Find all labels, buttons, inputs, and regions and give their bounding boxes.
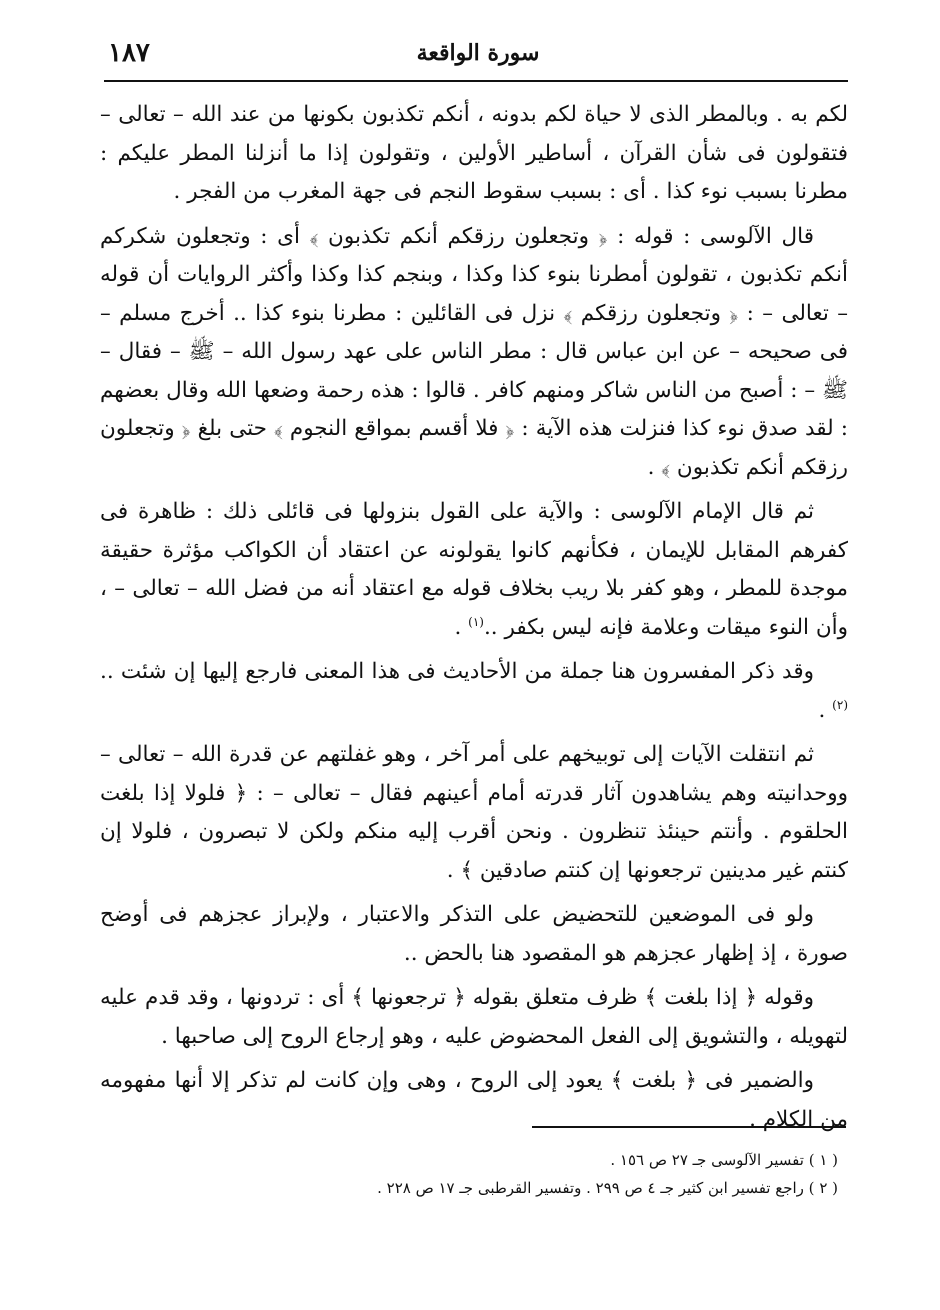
paragraph-tail: . [818, 697, 833, 723]
surah-title: سورة الواقعة [416, 40, 540, 66]
paragraph [100, 96, 848, 212]
page-header [108, 32, 848, 76]
paragraph-text: لكم به . وبالمطر الذى لا حياة لكم بدونه ، أنكم تكذبون بكونها من عند الله – تعالى – فتقولون فى شأن القرآن ، أساطير الأولين ، وتقولون إذا ما أنزلنا المطر عليكم : مطرنا بسبب نوء كذا . أى : بسبب سقوط النجم فى جهة المغرب من الفجر . [100, 102, 848, 204]
paragraph-text: ثم قال الإمام الآلوسى : والآية على القول بنزولها فى قائلى ذلك : ظاهرة فى كفرهم المقابل للإيمان ، فكأنهم كانوا يقولونه عن اعتقاد أن الكواكب مؤثرة حقيقة موجدة للمطر ، وهو كفر بلا ريب بخلاف قوله مع اعتقاد أنه من فضل الله – تعالى – ، وأن النوء ميقات وعلامة فإنه ليس بكفر .. [100, 499, 848, 640]
paragraph-text: وقد ذكر المفسرون هنا جملة من الأحاديث فى هذا المعنى فارجع إليها إن شئت .. [100, 659, 814, 684]
footnotes [100, 1146, 838, 1202]
footnote: ( ٢ ) راجع تفسير ابن كثير جـ ٤ ص ٢٩٩ . وتفسير القرطبى جـ ١٧ ص ٢٢٨ . [377, 1179, 838, 1197]
footnote-marker: (١) [468, 614, 484, 629]
paragraph-text: قال الآلوسى : قوله : ﴿ وتجعلون رزقكم أنكم تكذبون ﴾ أى : وتجعلون شكركم أنكم تكذبون ، تقولون أمطرنا بنوء كذا وكذا ، وبنجم كذا وكذا وأكثر الروايات أن قوله – تعالى – : ﴿ وتجعلون رزقكم ﴾ نزل فى القائلين : مطرنا بنوء كذا .. أخرج مسلم – فى صحيحه – عن ابن عباس قال : مطر الناس على عهد رسول الله – ﷺ – فقال – ﷺ – : أصبح من الناس شاكر ومنهم كافر . قالوا : هذه رحمة وضعها الله وقال بعضهم : لقد صدق نوء كذا فنزلت هذه الآية : ﴿ فلا أقسم بمواقع النجوم ﴾ حتى بلغ ﴿ وتجعلون رزقكم أنكم تكذبون ﴾ . [100, 223, 848, 480]
paragraph-text: والضمير فى ﴿ بلغت ﴾ يعود إلى الروح ، وهى وإن كانت لم تذكر إلا أنها مفهومه من الكلام . [100, 1068, 848, 1132]
main-text [100, 96, 848, 1145]
footnote-marker: (٢) [832, 697, 848, 712]
footnote: ( ١ ) تفسير الآلوسى جـ ٢٧ ص ١٥٦ . [610, 1151, 838, 1169]
paragraph-text: وقوله ﴿ إذا بلغت ﴾ ظرف متعلق بقوله ﴿ ترجعونها ﴾ أى : تردونها ، وقد قدم عليه لتهويله ، والتشويق إلى الفعل المحضوض عليه ، وهو إرجاع الروح إلى صاحبها . [100, 985, 848, 1049]
paragraph [100, 736, 848, 890]
paragraph [100, 979, 848, 1056]
paragraph-text: ولو فى الموضعين للتحضيض على التذكر والاعتبار ، ولإبراز عجزهم فى أوضح صورة ، إذ إظهار عجزهم هو المقصود هنا بالحض .. [100, 902, 848, 966]
footnote-divider [532, 1126, 846, 1128]
header-divider [104, 80, 848, 82]
paragraph-text: ثم انتقلت الآيات إلى توبيخهم على أمر آخر ، وهو غفلتهم عن قدرة الله – تعالى – ووحدانيته وهم يشاهدون آثار قدرته أمام أعينهم فقال – تعالى – : ﴿ فلولا إذا بلغت الحلقوم . وأنتم حينئذ تنظرون . ونحن أقرب إليه منكم ولكن لا تبصرون ، فلولا إن كنتم غير مدينين ترجعونها إن كنتم صادقين ﴾ . [100, 742, 848, 883]
paragraph-tail: . [454, 614, 469, 640]
paragraph [100, 218, 848, 488]
paragraph [100, 653, 848, 730]
paragraph [100, 896, 848, 973]
paragraph [100, 493, 848, 647]
page-number: ١٨٧ [108, 38, 150, 68]
